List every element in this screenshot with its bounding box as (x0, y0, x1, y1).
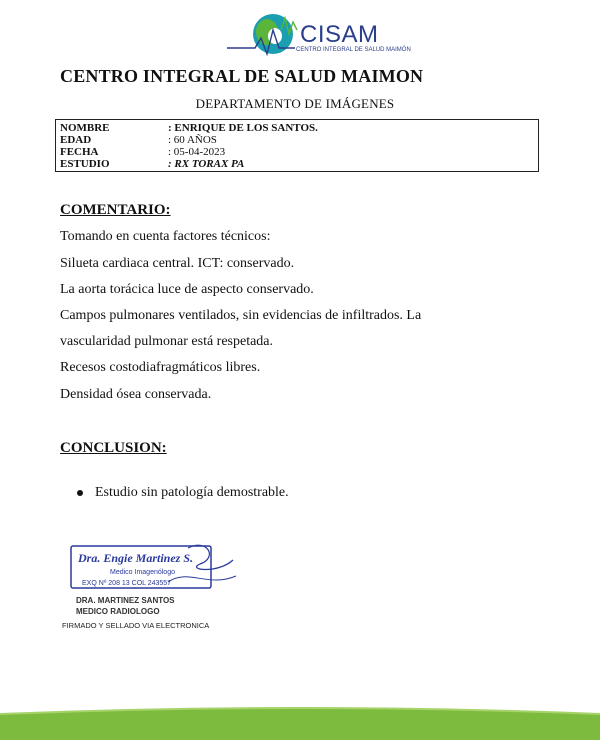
patient-label: NOMBRE (60, 122, 110, 134)
page-title: CENTRO INTEGRAL DE SALUD MAIMON (60, 66, 424, 86)
department-title: DEPARTAMENTO DE IMÁGENES (195, 96, 395, 111)
comentario-line: La aorta torácica luce de aspecto conservado. (60, 282, 314, 297)
comentario-line: Silueta cardiaca central. ICT: conservado. (60, 256, 295, 271)
doctor-stamp-signature (68, 538, 238, 600)
patient-value: : 05-04-2023 (168, 146, 226, 158)
signature-note: FIRMADO Y SELLADO VIA ELECTRONICA (62, 621, 210, 630)
svg-text:Medico Imagenólogo: Medico Imagenólogo (110, 569, 175, 576)
comentario-line: vascularidad pulmonar está respetada. (60, 334, 274, 349)
bullet-icon (77, 490, 83, 496)
patient-info-box (55, 119, 539, 172)
conclusion-heading: CONCLUSION: (60, 440, 167, 456)
comentario-line: Densidad ósea conservada. (60, 387, 212, 402)
patient-label: FECHA (60, 146, 99, 158)
conclusion-item: Estudio sin patología demostrable. (95, 485, 289, 500)
doctor-name: DRA. MARTINEZ SANTOS (76, 596, 175, 605)
doctor-title: MEDICO RADIOLOGO (76, 607, 160, 616)
patient-label: EDAD (60, 134, 92, 146)
comentario-line: Campos pulmonares ventilados, sin evidencias de infiltrados. La (60, 308, 422, 323)
svg-text:EXQ Nº 208 13 COL 243557: EXQ Nº 208 13 COL 243557 (82, 580, 172, 587)
logo-wordmark: CISAM (300, 21, 379, 48)
footer-wave-decoration (0, 700, 600, 740)
comentario-heading: COMENTARIO: (60, 202, 171, 218)
patient-value: : ENRIQUE DE LOS SANTOS. (168, 122, 318, 134)
comentario-line: Recesos costodiafragmáticos libres. (60, 360, 261, 375)
patient-value: : RX TORAX PA (168, 158, 245, 170)
comentario-line: Tomando en cuenta factores técnicos: (60, 229, 271, 244)
patient-label: ESTUDIO (60, 158, 110, 170)
logo-subtitle: CENTRO INTEGRAL DE SALUD MAIMÓN (296, 47, 411, 53)
svg-text:Dra. Engie Martinez S.: Dra. Engie Martinez S. (78, 551, 194, 565)
patient-value: : 60 AÑOS (168, 134, 217, 146)
